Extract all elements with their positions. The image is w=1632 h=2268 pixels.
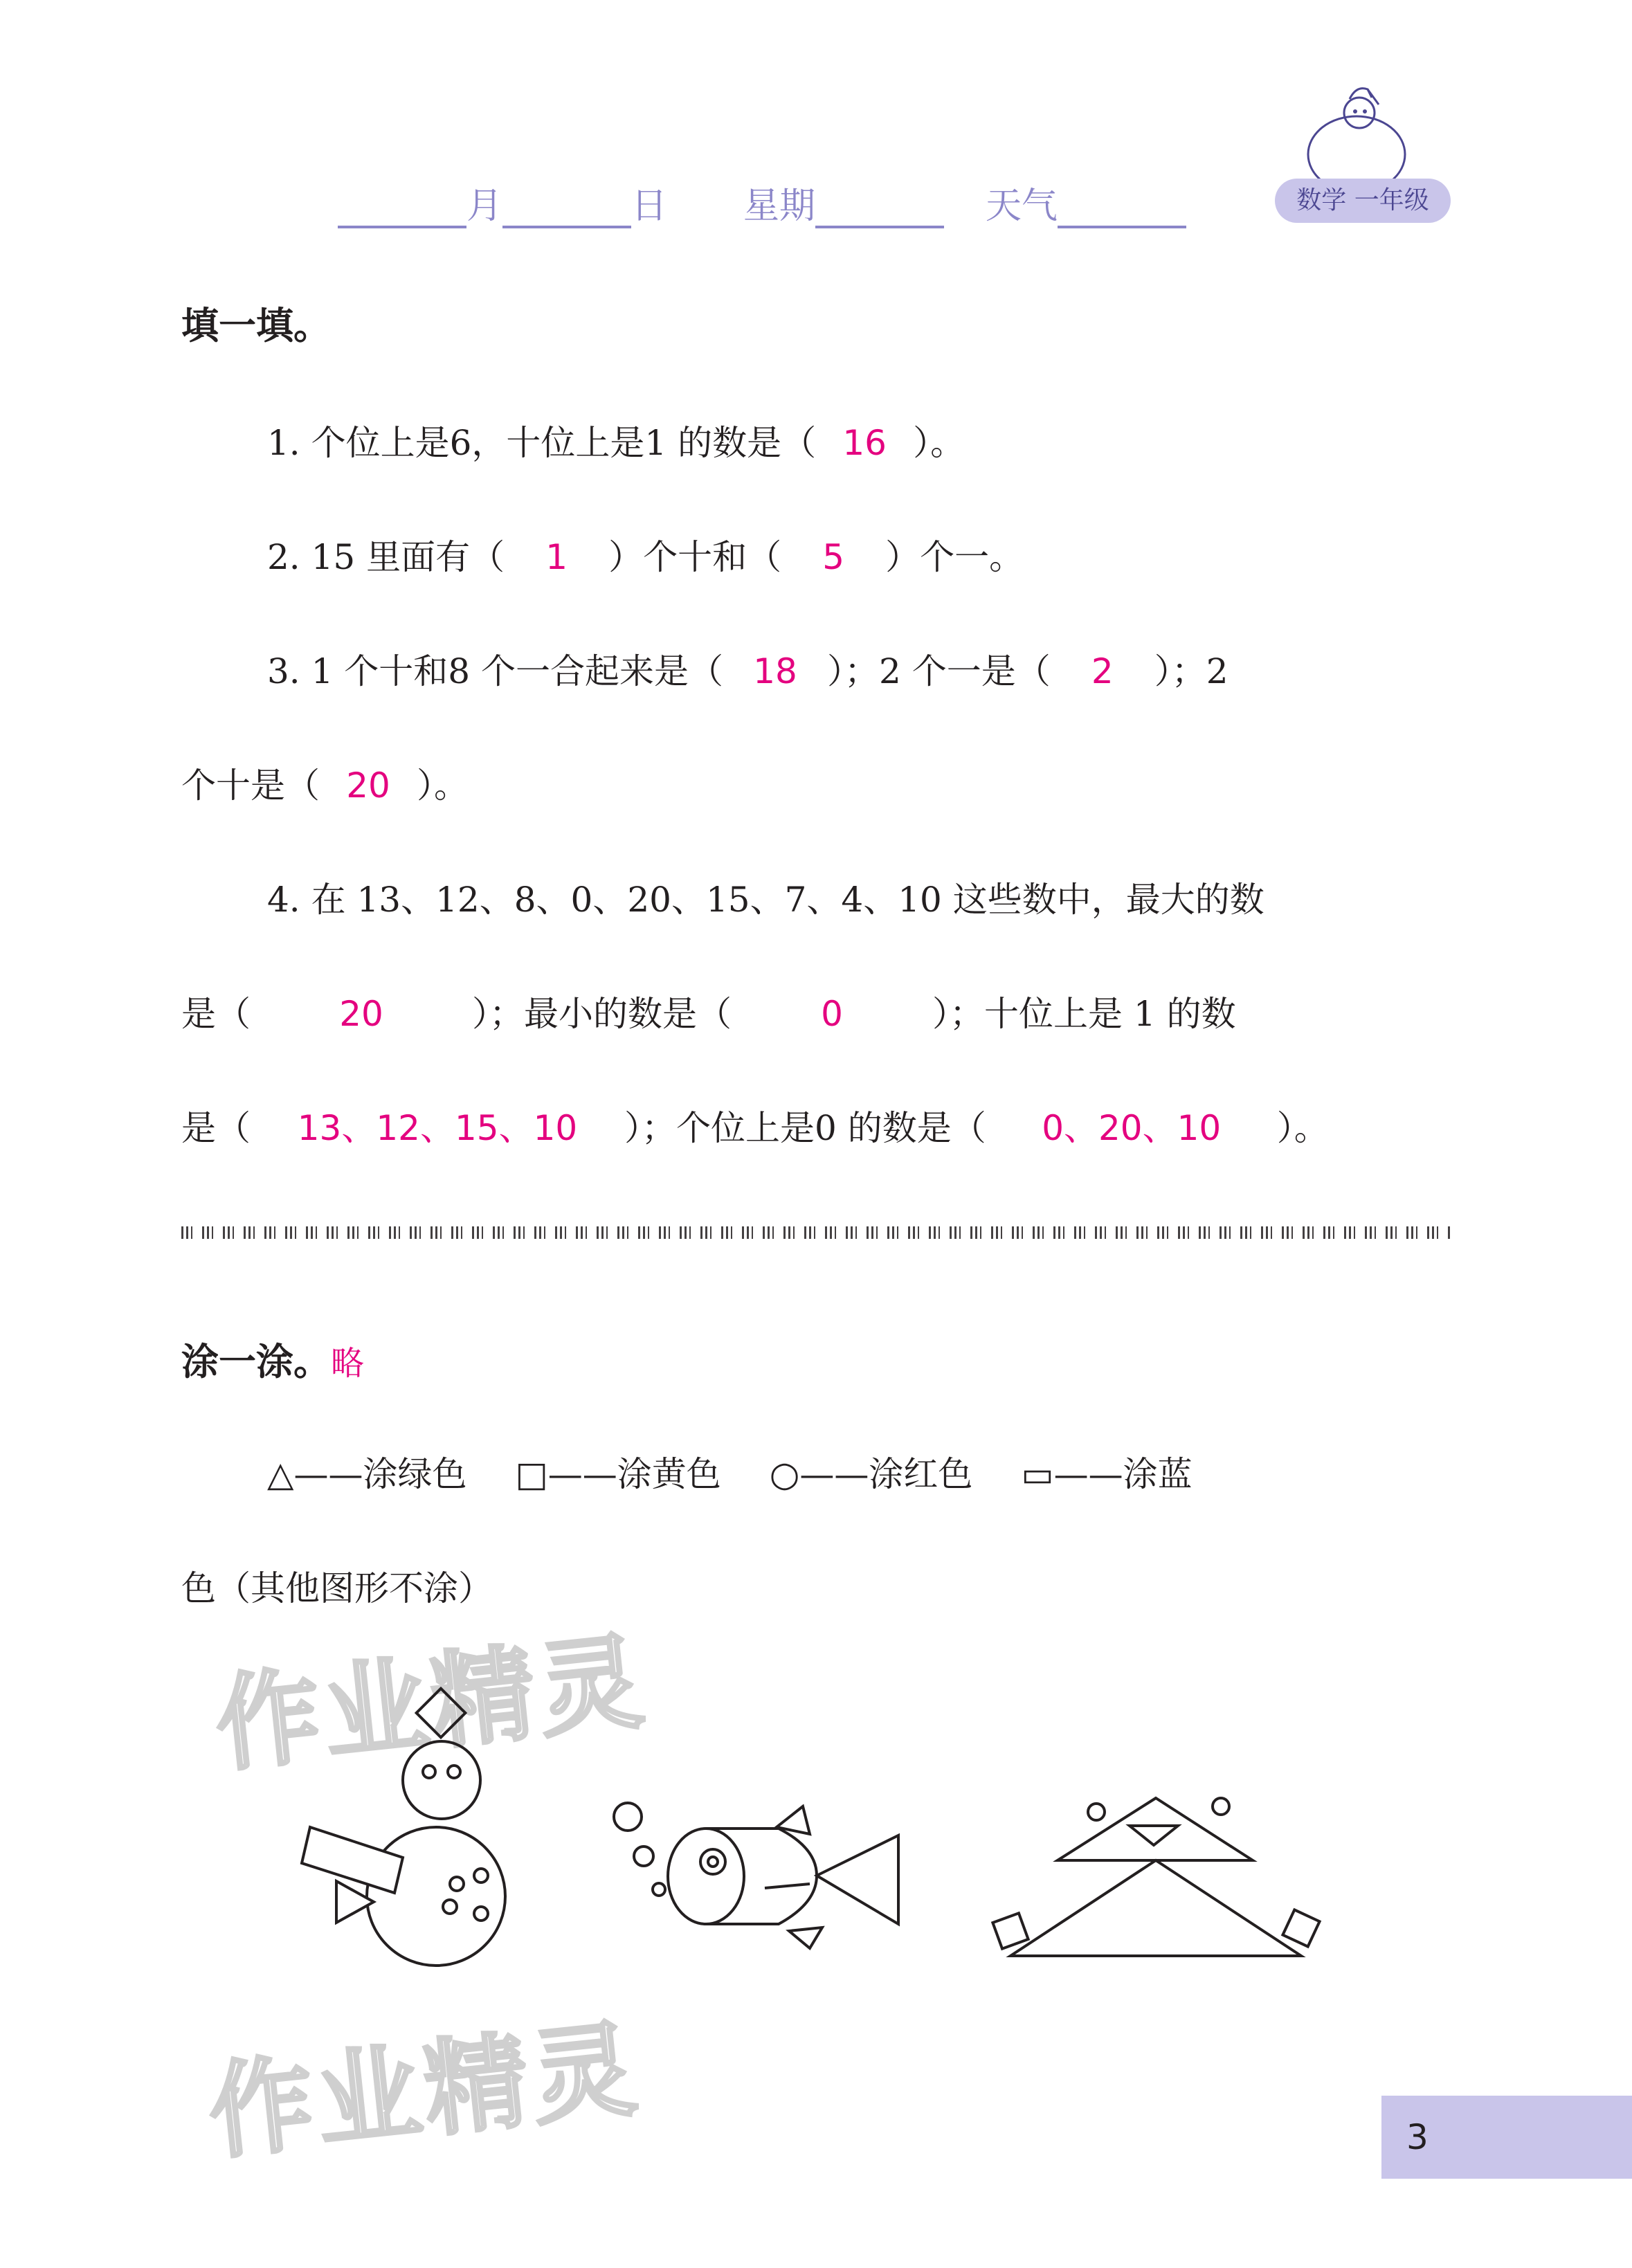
page-number-tab bbox=[1381, 2096, 1632, 2179]
question-1: 1. 个位上是6，十位上是1 的数是（ 16 ）。 bbox=[267, 423, 965, 463]
day-blank bbox=[502, 185, 631, 228]
fish-figure bbox=[602, 1793, 907, 1966]
answer-4b: 0 bbox=[821, 994, 843, 1034]
legend-circle: ○——涂红色 bbox=[769, 1454, 973, 1494]
answer-2b: 5 bbox=[822, 537, 845, 577]
question-4-line3: 是（ 13、12、15、10 ）；个位上是0 的数是（ 0、20、10 ）。 bbox=[181, 1100, 1329, 1150]
weather-blank bbox=[1058, 185, 1186, 228]
snowman-figure bbox=[298, 1682, 533, 1979]
legend-triangle: △——涂绿色 bbox=[267, 1454, 467, 1494]
fish-tail-triangle bbox=[817, 1835, 898, 1924]
triangle-figure bbox=[983, 1786, 1329, 1972]
question-4-line2: 是（ 20 ）；最小的数是（ 0 ）；十位上是 1 的数 bbox=[181, 994, 1236, 1034]
section-divider bbox=[181, 1226, 1451, 1239]
question-2: 2. 15 里面有（ 1 ）个十和（ 5 ）个一。 bbox=[267, 537, 1024, 577]
color-legend bbox=[267, 1446, 1193, 1496]
section-title-color: 涂一涂。 bbox=[181, 1340, 331, 1384]
snowman-eye-circle bbox=[423, 1766, 435, 1778]
snowman-diamond bbox=[417, 1689, 466, 1738]
watermark-top: 作业精灵 bbox=[210, 1621, 653, 1787]
right-square bbox=[1282, 1909, 1319, 1946]
answer-omitted: 略 bbox=[331, 1344, 365, 1383]
month-label: 月 bbox=[466, 185, 503, 227]
snowman-button-circle bbox=[474, 1869, 488, 1883]
month-blank bbox=[338, 185, 466, 228]
fish-bottom-fin-triangle bbox=[789, 1927, 822, 1948]
answer-3c: 20 bbox=[346, 765, 390, 806]
date-header bbox=[338, 176, 1186, 228]
snowman-body-circle bbox=[367, 1827, 505, 1966]
weekday-label: 星期 bbox=[743, 185, 816, 227]
snowman-button-circle bbox=[443, 1900, 457, 1914]
snowman-button-circle bbox=[474, 1907, 488, 1921]
answer-4c: 13、12、15、10 bbox=[297, 1108, 578, 1148]
fish-head-ellipse bbox=[668, 1829, 744, 1924]
section-title-fill: 填一填。 bbox=[181, 304, 331, 347]
snowman-arm-rectangle bbox=[302, 1827, 403, 1893]
snowman-head-circle bbox=[403, 1741, 480, 1819]
answer-3b: 2 bbox=[1091, 651, 1114, 691]
bubble-circle bbox=[614, 1803, 642, 1831]
tri-dot-circle bbox=[1088, 1804, 1105, 1820]
snowman-eye-circle bbox=[448, 1766, 460, 1778]
large-triangle bbox=[1010, 1860, 1301, 1956]
answer-4d: 0、20、10 bbox=[1042, 1108, 1222, 1148]
day-label: 日 bbox=[631, 185, 668, 227]
page-number: 3 bbox=[1406, 2117, 1429, 2157]
weather-label: 天气 bbox=[986, 185, 1058, 227]
question-4: 4. 在 13、12、8、0、20、15、7、4、10 这些数中，最大的数 bbox=[267, 880, 1264, 920]
snowman-button-circle bbox=[450, 1877, 464, 1891]
question-3-cont: 个十是（ 20 ）。 bbox=[181, 765, 469, 806]
tri-dot-circle bbox=[1213, 1798, 1229, 1815]
answer-3a: 18 bbox=[753, 651, 797, 691]
color-legend-cont: 色（其他图形不涂） bbox=[181, 1568, 493, 1608]
legend-rectangle: ▭——涂蓝 bbox=[1021, 1454, 1193, 1494]
fish-mouth-line bbox=[765, 1884, 810, 1888]
question-3: 3. 1 个十和8 个一合起来是（ 18 ）；2 个一是（ 2 ）；2 bbox=[267, 651, 1228, 691]
left-square bbox=[992, 1913, 1028, 1948]
weekday-blank bbox=[815, 185, 944, 228]
watermark-bottom: 作业精灵 bbox=[203, 2008, 646, 2175]
legend-square: □——涂黄色 bbox=[515, 1454, 721, 1494]
section-title-color-row bbox=[181, 1332, 364, 1386]
answer-1: 16 bbox=[842, 423, 887, 463]
answer-2a: 1 bbox=[545, 537, 568, 577]
answer-4a: 20 bbox=[339, 994, 383, 1034]
bubble-circle bbox=[653, 1883, 665, 1896]
top-triangle bbox=[1058, 1798, 1253, 1860]
inner-triangle bbox=[1130, 1826, 1178, 1845]
gourd-mascot-icon bbox=[1301, 80, 1412, 183]
bubble-circle bbox=[634, 1847, 653, 1866]
subject-badge: 数学 一年级 bbox=[1275, 179, 1451, 223]
